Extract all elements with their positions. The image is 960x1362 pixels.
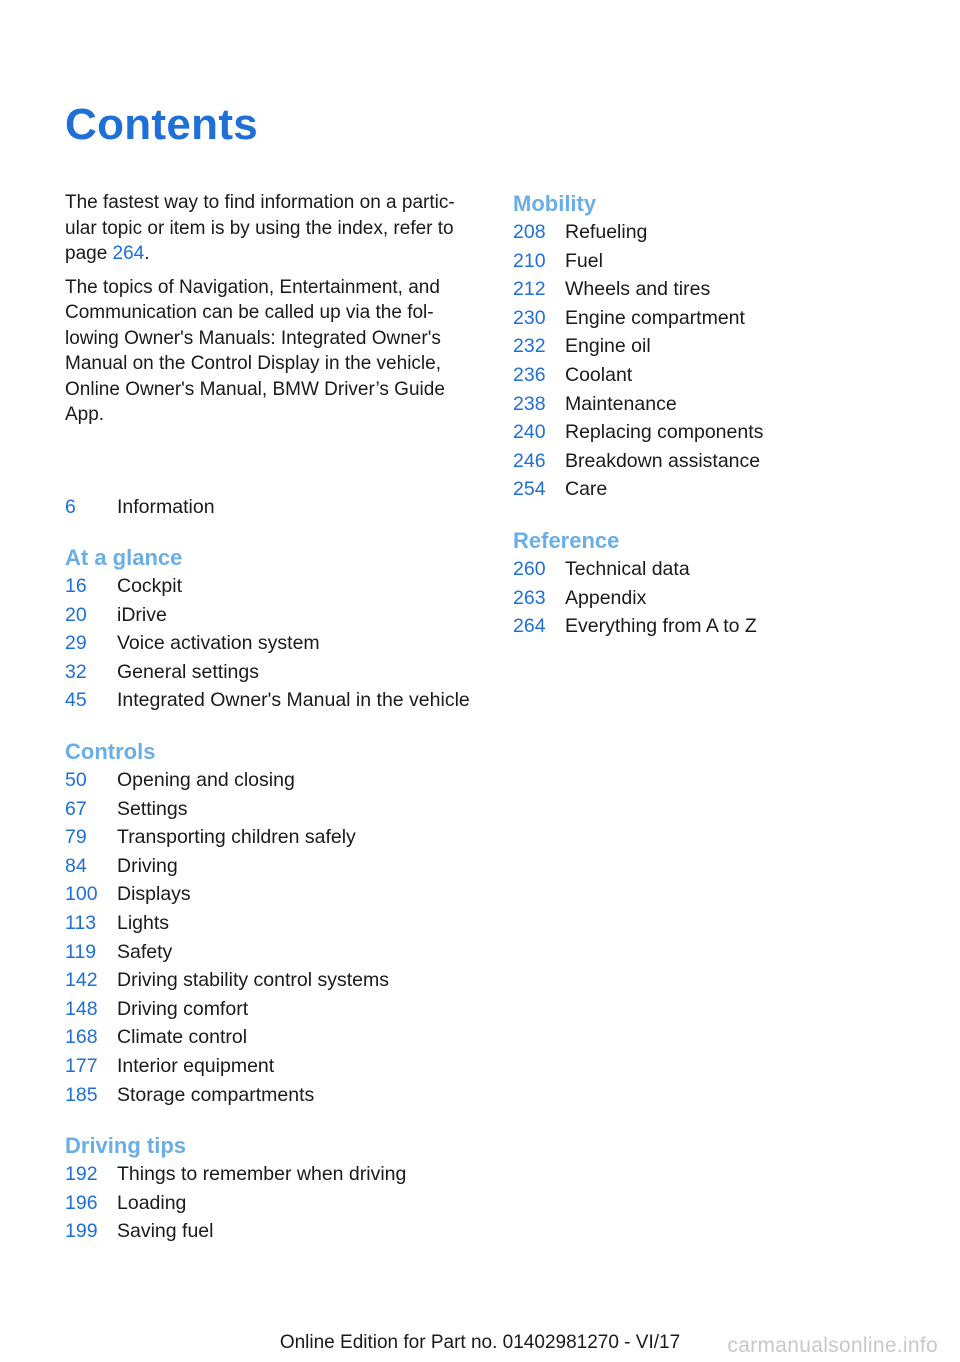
toc-entry-label: Opening and closing	[117, 769, 295, 792]
toc-entry-label: Care	[565, 478, 608, 501]
toc-entry-label: Refueling	[565, 221, 648, 243]
toc-page-number[interactable]: 263	[513, 586, 546, 609]
toc-page-number[interactable]: 119	[65, 940, 97, 963]
toc-entry-label: Technical data	[565, 557, 690, 580]
intro-paragraph-2: The topics of Navigation, Entertainment, and Communication can be called up via the following Owner's Manuals: Integrated Owner's Manual on the Control Display in the vehicle, Online Owner's Manual, BMW Driver’s Guide App.	[65, 276, 445, 425]
toc-entry[interactable]	[513, 275, 913, 304]
toc-page-number[interactable]: 168	[65, 1026, 98, 1049]
toc-page-number[interactable]: 212	[513, 278, 546, 301]
toc-entry[interactable]	[65, 1081, 480, 1110]
toc-section	[65, 1132, 480, 1246]
toc-entry-label: Storage compartments	[117, 1083, 315, 1106]
toc-page-number[interactable]: 196	[65, 1191, 98, 1214]
toc-entry[interactable]	[65, 995, 480, 1024]
toc-entry[interactable]	[65, 572, 480, 601]
toc-page-number[interactable]: 236	[513, 363, 546, 386]
toc-page-number[interactable]: 177	[65, 1055, 98, 1077]
toc-entry[interactable]	[513, 390, 913, 419]
toc-entry[interactable]	[65, 938, 480, 967]
toc-entry-label: Engine oil	[565, 335, 651, 358]
toc-section	[65, 738, 480, 1109]
toc-page-number[interactable]: 29	[65, 632, 87, 655]
toc-entry[interactable]	[513, 584, 913, 613]
toc-page-number[interactable]: 32	[65, 660, 87, 683]
toc-entry-information[interactable]	[65, 493, 480, 522]
toc-entry[interactable]	[513, 418, 913, 447]
toc-section	[513, 527, 913, 641]
toc-entry[interactable]	[513, 361, 913, 390]
toc-entry-label: Maintenance	[565, 392, 677, 415]
toc-entry[interactable]	[65, 1189, 480, 1218]
right-column	[513, 190, 913, 664]
toc-entry-label: Replacing components	[565, 421, 764, 444]
toc-entry[interactable]	[65, 1023, 480, 1052]
toc-entry[interactable]	[65, 909, 480, 938]
toc-entry[interactable]	[513, 475, 913, 504]
left-column	[65, 190, 480, 1269]
toc-page-number[interactable]: 100	[65, 883, 98, 906]
toc-entry-label: Climate control	[117, 1026, 248, 1049]
toc-entry-label: Loading	[117, 1191, 187, 1214]
toc-entry[interactable]	[65, 629, 480, 658]
toc-entry-label: iDrive	[117, 603, 167, 626]
toc-entry-label: Driving comfort	[117, 997, 249, 1020]
toc-entry[interactable]	[65, 852, 480, 881]
toc-page-number[interactable]: 20	[65, 603, 87, 626]
info-entry-section	[65, 493, 480, 522]
toc-entry-label: Information	[117, 495, 215, 518]
toc-entry-label: Everything from A to Z	[565, 615, 757, 638]
toc-entry-label: Coolant	[565, 363, 633, 386]
toc-page-number[interactable]: 84	[65, 854, 87, 877]
toc-entry-label: Engine compartment	[565, 306, 745, 329]
footer-edition: Online Edition for Part no. 01402981270 - VI/17	[279, 1332, 681, 1353]
toc-entry-label: Fuel	[565, 249, 603, 272]
toc-entry-label: Interior equipment	[117, 1055, 275, 1077]
toc-entry-label: Integrated Owner's Manual in the vehicle	[117, 689, 470, 712]
toc-entry-label: Lights	[117, 912, 170, 935]
toc-entry[interactable]	[65, 1217, 480, 1246]
toc-page-number[interactable]: 148	[65, 997, 98, 1020]
toc-entry[interactable]	[65, 880, 480, 909]
toc-page-number[interactable]: 232	[513, 335, 546, 358]
toc-page-number[interactable]: 16	[65, 575, 87, 598]
toc-page-number[interactable]: 264	[513, 615, 546, 638]
toc-entry-label: General settings	[117, 660, 259, 683]
toc-entry-label: Safety	[117, 940, 173, 963]
section-title: Mobility	[513, 191, 597, 216]
toc-entry[interactable]	[65, 795, 480, 824]
toc-entry-label: Driving stability control systems	[117, 969, 389, 992]
section-title: Driving tips	[65, 1133, 187, 1159]
index-page-link[interactable]: 264	[112, 243, 145, 264]
toc-page-number[interactable]: 50	[65, 769, 87, 792]
intro-paragraph-1-end: .	[144, 243, 150, 264]
section-title: At a glance	[65, 545, 183, 571]
toc-page-number[interactable]: 246	[513, 449, 546, 472]
toc-entry[interactable]	[65, 823, 480, 852]
toc-entry[interactable]	[65, 601, 480, 630]
toc-page-number[interactable]: 113	[65, 912, 97, 935]
toc-page-number[interactable]: 142	[65, 969, 98, 992]
toc-entry[interactable]	[513, 555, 913, 584]
toc-entry[interactable]	[513, 332, 913, 361]
toc-entry[interactable]	[65, 1160, 480, 1189]
toc-entry-label: Voice activation system	[117, 632, 320, 655]
toc-entry-label: Displays	[117, 883, 191, 906]
toc-page-number[interactable]: 192	[65, 1163, 98, 1186]
toc-entry-label: Settings	[117, 797, 188, 820]
toc-page-number[interactable]: 238	[513, 392, 546, 415]
toc-entry[interactable]	[513, 612, 913, 641]
toc-page-number[interactable]: 254	[513, 478, 546, 501]
toc-entry[interactable]	[513, 447, 913, 476]
section-title: Reference	[513, 527, 620, 553]
toc-entry-label: Breakdown assistance	[565, 449, 761, 472]
toc-entry-label: Appendix	[565, 586, 647, 609]
toc-entry-label: Wheels and tires	[565, 278, 711, 301]
toc-entry[interactable]	[65, 658, 480, 687]
right-sections	[513, 190, 913, 641]
intro-paragraph-1-text: The fastest way to find information on a particular topic or item is by using the index, refer to page	[65, 192, 455, 264]
intro-text	[65, 190, 480, 428]
section-title: Controls	[65, 739, 156, 765]
toc-entry[interactable]	[513, 304, 913, 333]
toc-entry[interactable]	[65, 1052, 480, 1081]
left-sections	[65, 544, 480, 1246]
toc-entry-label: Driving	[117, 854, 178, 877]
toc-entry[interactable]	[513, 247, 913, 276]
page-title: Contents	[65, 100, 259, 149]
intro-paragraph-1	[65, 190, 480, 267]
toc-page-number[interactable]: 208	[513, 221, 546, 243]
toc-page-number[interactable]: 185	[65, 1083, 98, 1106]
toc-entry-label: Things to remember when driving	[117, 1163, 407, 1186]
toc-page-number[interactable]: 45	[65, 689, 87, 712]
toc-entry-label: Saving fuel	[117, 1220, 214, 1243]
watermark: carmanualsonline.info	[727, 1334, 938, 1357]
toc-page-number[interactable]: 210	[513, 249, 546, 272]
toc-entry-label: Cockpit	[117, 575, 183, 598]
toc-page-number[interactable]: 79	[65, 826, 87, 849]
toc-entry-label: Transporting children safely	[117, 826, 356, 849]
toc-page-number[interactable]: 6	[65, 495, 76, 518]
toc-page-number[interactable]: 230	[513, 306, 546, 329]
toc-section	[513, 190, 913, 504]
toc-page-number[interactable]: 199	[65, 1220, 98, 1243]
toc-page-number[interactable]: 260	[513, 557, 546, 580]
toc-entry[interactable]	[65, 966, 480, 995]
toc-entry[interactable]	[65, 686, 480, 715]
toc-entry[interactable]	[65, 766, 480, 795]
toc-entry[interactable]	[513, 218, 913, 247]
toc-page-number[interactable]: 240	[513, 421, 546, 444]
toc-page-number[interactable]: 67	[65, 797, 87, 820]
toc-section	[65, 544, 480, 715]
